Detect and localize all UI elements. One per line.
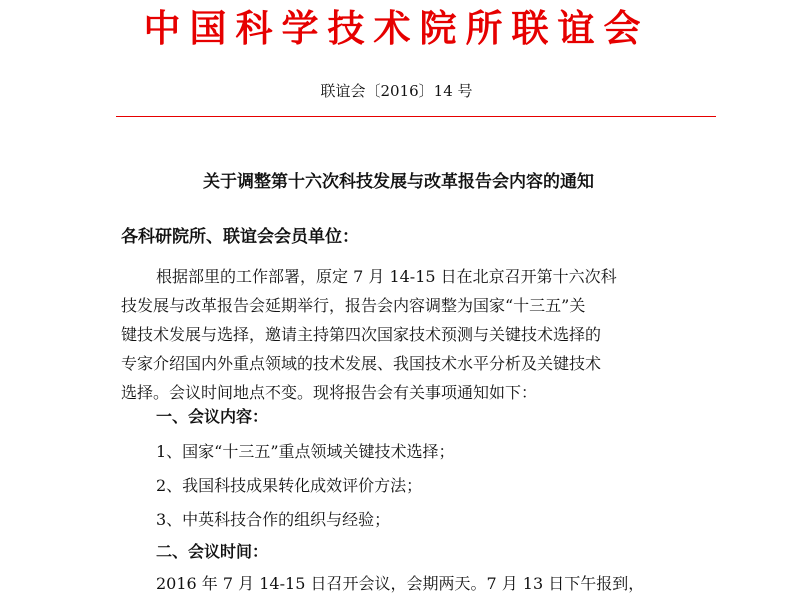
section-heading-time: 二、会议时间： xyxy=(156,542,269,561)
content-item: 2、我国科技成果转化成效评价方法； xyxy=(156,476,423,495)
intro-line: 技发展与改革报告会延期举行，报告会内容调整为国家“十三五”关 xyxy=(121,296,586,315)
intro-line: 选择。会议时间地点不变。现将报告会有关事项通知如下： xyxy=(121,383,538,402)
intro-line: 键技术发展与选择，邀请主持第四次国家技术预测与关键技术选择的 xyxy=(121,325,602,344)
time-line: 2016 年 7 月 14-15 日召开会议，会期两天。7 月 13 日下午报到， xyxy=(156,574,645,593)
red-divider xyxy=(116,116,716,117)
content-item: 1、国家“十三五”重点领域关键技术选择； xyxy=(156,442,455,461)
doc-number: 联谊会〔2016〕14 号 xyxy=(320,82,473,100)
intro-line: 根据部里的工作部署，原定 7 月 14-15 日在北京召开第十六次科 xyxy=(156,267,617,286)
intro-line: 专家介绍国内外重点领域的技术发展、我国技术水平分析及关键技术 xyxy=(121,354,602,373)
section-heading-content: 一、会议内容： xyxy=(156,407,269,426)
org-title: 中国科学技术院所联谊会 xyxy=(143,7,650,50)
content-item: 3、中英科技合作的组织与经验； xyxy=(156,510,391,529)
notice-title: 关于调整第十六次科技发展与改革报告会内容的通知 xyxy=(203,172,594,192)
addressee: 各科研院所、联谊会会员单位： xyxy=(121,227,359,247)
